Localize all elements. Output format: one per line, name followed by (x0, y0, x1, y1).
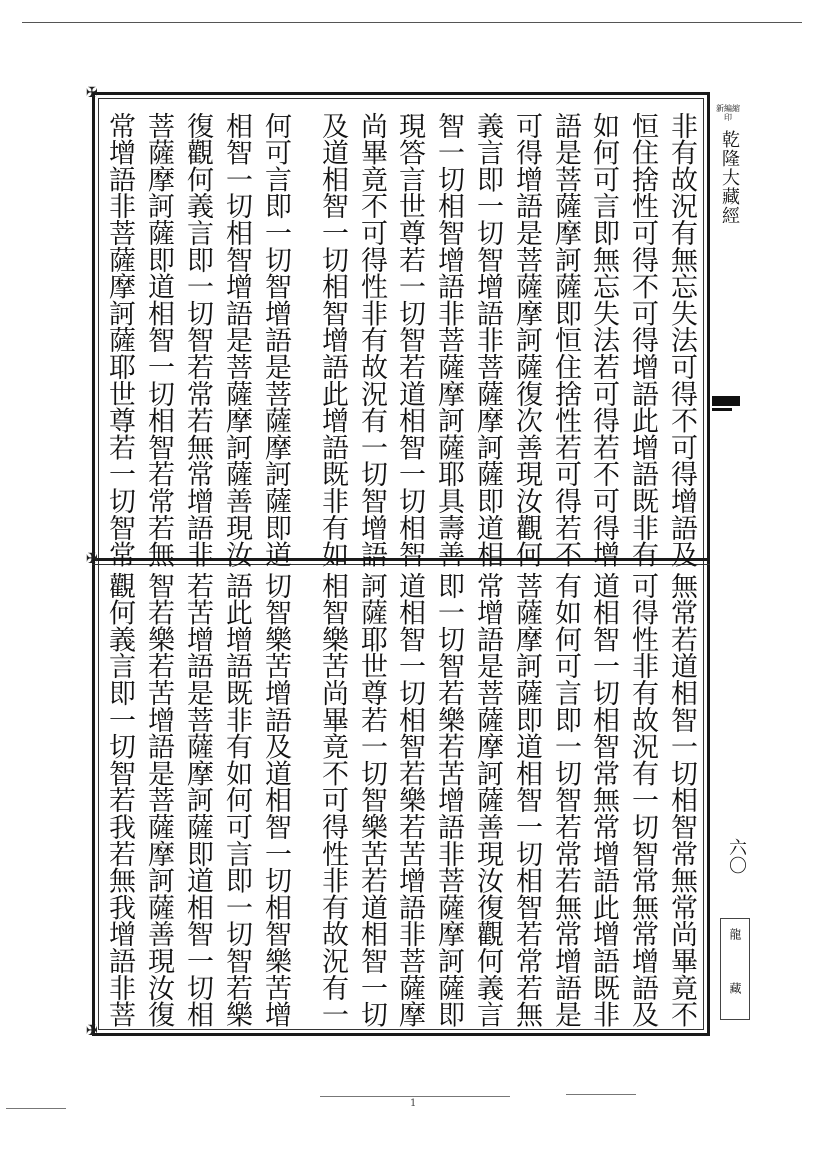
text-column: 道相智一切相智常無常增語此增語既非 (588, 572, 619, 1028)
text-column: 菩薩摩訶薩即道相智一切相智若常若無 (511, 572, 542, 1028)
text-column: 非有故況有無忘失法可得不可得增語及 (666, 112, 697, 568)
text-column: 有如何可言即一切智若常若無常增語是 (550, 572, 581, 1028)
text-column: 可得增語是菩薩摩訶薩復次善現汝觀何 (511, 112, 542, 568)
section-tab-mark (712, 396, 740, 406)
text-column: 相智一切相智增語是菩薩摩訶薩善現汝 (221, 112, 252, 568)
text-column: 切智樂苦增語及道相智一切相智樂苦增 (260, 572, 291, 1028)
text-column: 智一切相智增語非菩薩摩訶薩耶具壽善 (433, 112, 464, 568)
text-column: 常增語是菩薩摩訶薩善現汝復觀何義言 (472, 572, 503, 1028)
text-column: 如何可言即無忘失法若可得若不可得增 (588, 112, 619, 568)
text-column: 相智樂苦尚畢竟不可得性非有故況有一 (317, 572, 348, 1028)
text-column: 觀何義言即一切智若我若無我增語非菩 (104, 572, 135, 1028)
text-column: 無常若道相智一切相智常無常尚畢竟不 (666, 572, 697, 1028)
text-column: 即一切智若樂若苦增語非菩薩摩訶薩即 (433, 572, 464, 1028)
text-column: 可得性非有故況有一切智常無常增語及 (627, 572, 658, 1028)
text-column: 何可言即一切智增語是菩薩摩訶薩即道 (260, 112, 291, 568)
text-column: 語此增語既非有如何可言即一切智若樂 (221, 572, 252, 1028)
margin-subtitle: 新編縮印 (716, 104, 740, 122)
text-column: 常增語非菩薩摩訶薩耶世尊若一切智常 (104, 112, 135, 568)
corner-ornament-top-left: ✠ (86, 85, 98, 101)
text-column: 尚畢竟不可得性非有故況有一切智增語 (356, 112, 387, 568)
page-number: 六〇 (726, 838, 747, 874)
margin-title: 乾隆大藏經 (719, 130, 740, 225)
scan-line (320, 1096, 510, 1097)
text-column: 現答言世尊若一切智若道相智一切相智 (394, 112, 425, 568)
corner-ornament-mid-left: ✠ (86, 551, 98, 567)
text-column: 若苦增語是菩薩摩訶薩即道相智一切相 (182, 572, 213, 1028)
text-column: 及道相智一切相智增語此增語既非有如 (317, 112, 348, 568)
text-column: 訶薩耶世尊若一切智樂苦若道相智一切 (356, 572, 387, 1028)
text-column: 恒住捨性可得不可得增語此增語既非有 (627, 112, 658, 568)
text-column: 道相智一切相智若樂若苦增語非菩薩摩 (394, 572, 425, 1028)
section-tab-mark-thin (712, 408, 732, 411)
text-column: 菩薩摩訶薩即道相智一切相智若常若無 (143, 112, 174, 568)
side-label: 龍 藏 (728, 928, 742, 1008)
corner-ornament-bottom-left: ✠ (86, 1023, 98, 1039)
text-column: 義言即一切智增語非菩薩摩訶薩即道相 (472, 112, 503, 568)
text-column: 語是菩薩摩訶薩即恒住捨性若可得若不 (550, 112, 581, 568)
scan-line (566, 1094, 636, 1095)
scan-line (6, 1108, 66, 1109)
text-column: 智若樂若苦增語是菩薩摩訶薩善現汝復 (143, 572, 174, 1028)
footer-mark: 1 (410, 1098, 417, 1109)
top-rule (22, 22, 802, 23)
text-column: 復觀何義言即一切智若常若無常增語非 (182, 112, 213, 568)
